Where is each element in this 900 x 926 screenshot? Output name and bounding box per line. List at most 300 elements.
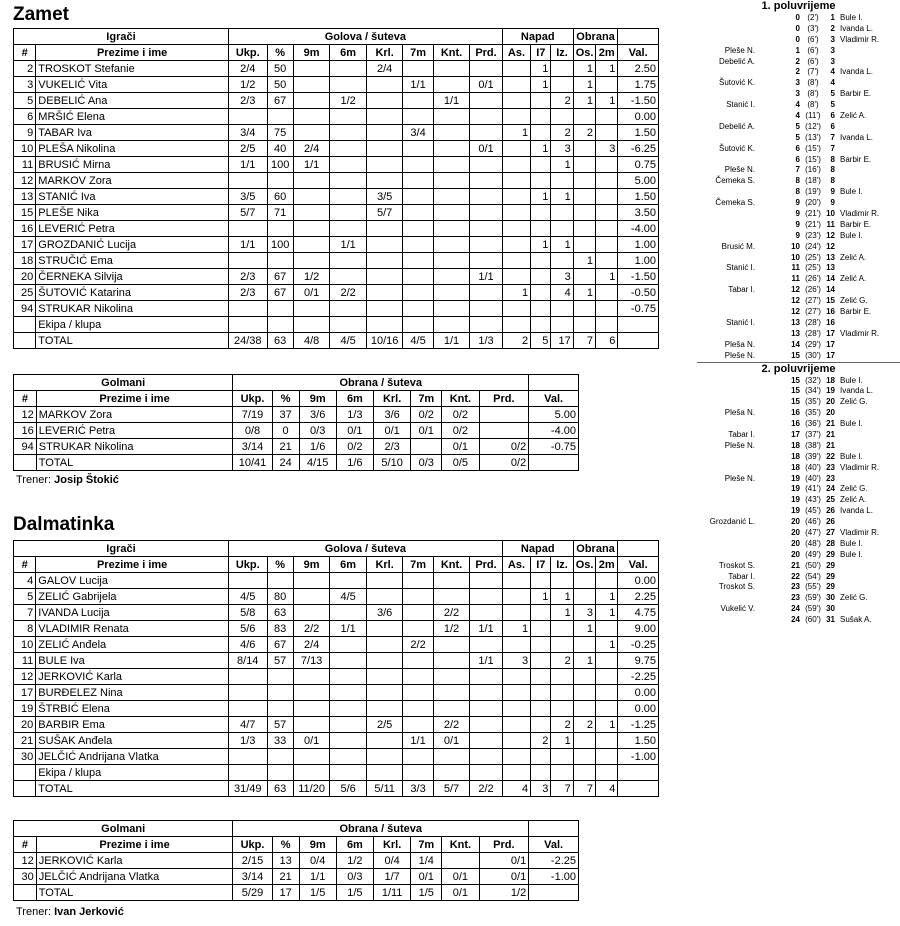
away-score: 17	[826, 350, 835, 360]
group-header: Igrači	[14, 29, 229, 45]
stat-cell	[531, 749, 551, 765]
home-score: 3	[795, 78, 800, 88]
stat-cell: 4	[502, 781, 530, 797]
stat-cell	[433, 173, 470, 189]
stat-cell: 3	[551, 141, 573, 157]
column-header: 7m	[411, 837, 442, 853]
column-header: Iz.	[551, 45, 573, 61]
stat-cell	[330, 733, 367, 749]
stat-cell: 3/3	[403, 781, 433, 797]
goal-event	[697, 176, 900, 187]
stat-cell	[433, 589, 470, 605]
stat-cell: VUKELIĆ Vita	[36, 77, 229, 93]
stat-cell	[618, 333, 659, 349]
away-scorer: Bule I.	[840, 230, 863, 240]
stat-cell: 2/4	[293, 141, 330, 157]
stat-cell	[330, 573, 367, 589]
home-scorer: Tabar I.	[728, 571, 755, 581]
stat-cell	[228, 109, 267, 125]
dalmatinka-players-table	[13, 540, 659, 797]
stat-cell	[502, 589, 530, 605]
home-score: 0	[795, 23, 800, 33]
stat-cell: 24	[272, 455, 299, 471]
away-scorer: Bule I.	[840, 419, 863, 429]
stat-cell: -1.00	[529, 869, 579, 885]
home-score: 0	[795, 34, 800, 44]
stat-cell	[366, 173, 403, 189]
second-half-events	[697, 376, 900, 626]
stat-cell: SUŠAK Anđela	[36, 733, 229, 749]
stat-cell: 1/2	[330, 93, 367, 109]
stat-cell: STRUČIĆ Ema	[36, 253, 229, 269]
stat-cell	[470, 605, 503, 621]
column-header: Prezime i ime	[36, 557, 229, 573]
stat-cell: 2/2	[403, 637, 433, 653]
stat-cell: 12	[14, 669, 36, 685]
group-header: Obrana	[573, 541, 618, 557]
stat-cell: 1	[596, 61, 618, 77]
stat-cell: 2/3	[374, 439, 411, 455]
stat-cell: 1	[573, 253, 595, 269]
stat-cell: 1/5	[299, 885, 336, 901]
away-score: 25	[826, 495, 835, 505]
stat-cell	[596, 685, 618, 701]
away-scorer: Zelić A.	[840, 274, 867, 284]
stat-cell	[366, 237, 403, 253]
stat-cell	[293, 589, 330, 605]
home-score: 18	[791, 462, 800, 472]
home-score: 13	[791, 328, 800, 338]
stat-cell	[330, 125, 367, 141]
stat-cell: 2/4	[293, 637, 330, 653]
stat-cell: 10/41	[233, 455, 272, 471]
stat-cell: 4	[14, 573, 36, 589]
minute: (19')	[805, 187, 821, 197]
stat-cell	[502, 701, 530, 717]
column-header: Ukp.	[233, 837, 272, 853]
player-row	[14, 621, 659, 637]
stat-cell	[470, 253, 503, 269]
home-score: 18	[791, 440, 800, 450]
away-score: 12	[826, 230, 835, 240]
goal-event	[697, 539, 900, 550]
stat-cell: MRŠIĆ Elena	[36, 109, 229, 125]
stat-cell: TROSKOT Stefanie	[36, 61, 229, 77]
stat-cell: 94	[14, 439, 37, 455]
stat-cell: 7/19	[233, 407, 272, 423]
stat-cell: 5.00	[529, 407, 579, 423]
stat-cell	[267, 765, 293, 781]
column-header: As.	[502, 557, 530, 573]
stat-cell: 2	[573, 125, 595, 141]
goal-event	[697, 441, 900, 452]
stat-cell: 0/1	[479, 853, 529, 869]
stat-cell	[551, 205, 573, 221]
stat-cell: 1/1	[403, 733, 433, 749]
stat-cell	[502, 765, 530, 781]
away-scorer: Ivanda L.	[840, 506, 873, 516]
home-score: 8	[795, 176, 800, 186]
player-row	[14, 189, 659, 205]
stat-cell: 5/7	[228, 205, 267, 221]
stat-cell: 5/6	[228, 621, 267, 637]
away-scorer: Zelić G.	[840, 593, 868, 603]
stat-cell	[293, 301, 330, 317]
stat-cell: 15	[14, 205, 36, 221]
stat-cell: 1/1	[470, 653, 503, 669]
stat-cell: 1/2	[433, 621, 470, 637]
stat-cell	[403, 301, 433, 317]
goal-event	[697, 604, 900, 615]
stat-cell	[596, 733, 618, 749]
stat-cell: 0/3	[336, 869, 373, 885]
stat-cell	[531, 669, 551, 685]
stat-cell: 71	[267, 205, 293, 221]
stat-cell	[573, 317, 595, 333]
stat-cell	[470, 717, 503, 733]
stat-cell: -1.50	[618, 269, 659, 285]
player-row	[14, 205, 659, 221]
away-scorer: Ivanda L.	[840, 386, 873, 396]
goal-event	[697, 89, 900, 100]
stat-cell	[366, 285, 403, 301]
stat-cell	[267, 573, 293, 589]
away-scorer: Zelić G.	[840, 296, 868, 306]
stat-cell: 1/1	[403, 77, 433, 93]
stat-cell	[366, 637, 403, 653]
stat-cell: 67	[267, 269, 293, 285]
stat-cell	[502, 237, 530, 253]
stat-cell: DEBELIĆ Ana	[36, 93, 229, 109]
header-column-row	[14, 557, 659, 573]
stat-cell: 11	[14, 157, 36, 173]
stat-cell	[470, 733, 503, 749]
stat-cell: 1	[573, 61, 595, 77]
goal-event	[697, 340, 900, 351]
home-scorer: Brusić M.	[721, 241, 755, 251]
stat-cell	[573, 765, 595, 781]
stat-cell: 7	[573, 333, 595, 349]
home-score: 19	[791, 484, 800, 494]
stat-cell: 1	[531, 189, 551, 205]
home-scorer: Pleša N.	[724, 408, 755, 418]
stat-cell	[293, 125, 330, 141]
away-score: 14	[826, 285, 835, 295]
column-header: %	[272, 837, 299, 853]
stat-cell: 0/1	[442, 885, 479, 901]
stat-cell: 83	[267, 621, 293, 637]
away-score: 2	[830, 23, 835, 33]
stat-cell: ZELIĆ Gabrijela	[36, 589, 229, 605]
stat-cell	[366, 749, 403, 765]
stat-cell: 1/11	[374, 885, 411, 901]
stat-cell	[573, 269, 595, 285]
stat-cell: 0/1	[411, 869, 442, 885]
stat-cell: 2/5	[228, 141, 267, 157]
column-header: Knt.	[433, 557, 470, 573]
minute: (6')	[807, 45, 819, 55]
away-score: 8	[830, 165, 835, 175]
stat-cell	[573, 573, 595, 589]
home-scorer: Stanić I.	[726, 263, 755, 273]
goal-event	[697, 209, 900, 220]
column-header: Krl.	[374, 837, 411, 853]
player-row	[14, 61, 659, 77]
stat-cell: 1	[531, 589, 551, 605]
stat-cell: 3/6	[366, 605, 403, 621]
stat-cell	[267, 685, 293, 701]
stat-cell: 94	[14, 301, 36, 317]
stat-cell	[267, 669, 293, 685]
stat-cell	[531, 573, 551, 589]
stat-cell	[596, 285, 618, 301]
goal-event	[697, 397, 900, 408]
stat-cell	[293, 749, 330, 765]
stat-cell	[470, 301, 503, 317]
column-header: Krl.	[366, 557, 403, 573]
away-score: 26	[826, 517, 835, 527]
away-score: 4	[830, 78, 835, 88]
stat-cell: MARKOV Zora	[36, 173, 229, 189]
stat-cell: 2/2	[330, 285, 367, 301]
stat-cell: 30	[14, 869, 37, 885]
column-header: Os.	[573, 557, 595, 573]
stat-cell	[596, 253, 618, 269]
stat-cell	[470, 237, 503, 253]
stat-cell: 13	[14, 189, 36, 205]
home-score: 2	[795, 67, 800, 77]
goal-event	[697, 67, 900, 78]
stat-cell	[433, 141, 470, 157]
stat-cell	[596, 573, 618, 589]
column-header: Knt.	[442, 837, 479, 853]
stat-cell	[330, 653, 367, 669]
away-score: 16	[826, 307, 835, 317]
stat-cell	[267, 317, 293, 333]
minute: (59')	[805, 593, 821, 603]
header-group-row	[14, 29, 659, 45]
goal-timeline	[697, 0, 900, 626]
minute: (60')	[805, 615, 821, 625]
goal-event	[697, 263, 900, 274]
stat-cell	[366, 221, 403, 237]
stat-cell	[403, 221, 433, 237]
stat-cell: 1/1	[433, 93, 470, 109]
stat-cell: 1/1	[470, 621, 503, 637]
player-row	[14, 93, 659, 109]
stat-cell: 20	[14, 717, 36, 733]
stat-cell	[267, 253, 293, 269]
home-scorer: Pleše N.	[724, 473, 755, 483]
stat-cell	[366, 765, 403, 781]
stat-cell: 1/2	[293, 269, 330, 285]
column-header: Ukp.	[233, 391, 272, 407]
stat-cell	[293, 237, 330, 253]
goal-event	[697, 35, 900, 46]
home-score: 19	[791, 495, 800, 505]
stat-cell: 0/2	[336, 439, 373, 455]
home-score: 13	[791, 317, 800, 327]
stat-cell: 1.75	[618, 77, 659, 93]
stat-cell	[330, 717, 367, 733]
stat-cell: PLEŠA Nikolina	[36, 141, 229, 157]
stat-cell: 0.75	[618, 157, 659, 173]
stat-cell	[228, 221, 267, 237]
away-scorer: Zelić A.	[840, 252, 867, 262]
stat-cell	[366, 621, 403, 637]
home-score: 9	[795, 230, 800, 240]
stat-cell	[531, 717, 551, 733]
player-row	[14, 221, 659, 237]
stat-cell	[502, 685, 530, 701]
column-header: Krl.	[366, 45, 403, 61]
stat-cell: 12	[14, 853, 37, 869]
player-row	[14, 669, 659, 685]
stat-cell	[433, 269, 470, 285]
stat-cell: 1/2	[479, 885, 529, 901]
stat-cell	[618, 781, 659, 797]
stat-cell	[531, 637, 551, 653]
away-scorer: Bule I.	[840, 375, 863, 385]
stat-cell	[531, 157, 551, 173]
stat-cell	[470, 205, 503, 221]
stat-cell: 0/2	[442, 407, 479, 423]
stat-cell	[366, 317, 403, 333]
stat-cell	[267, 173, 293, 189]
home-score: 16	[791, 408, 800, 418]
player-row	[14, 125, 659, 141]
column-header: Prezime i ime	[36, 391, 233, 407]
stat-cell: 0/1	[374, 423, 411, 439]
home-score: 14	[791, 339, 800, 349]
first-half-heading: 1. poluvrijeme	[761, 0, 836, 12]
stat-cell	[411, 439, 442, 455]
stat-cell: 12	[14, 407, 37, 423]
stat-cell: -0.75	[618, 301, 659, 317]
column-header: 6m	[330, 45, 367, 61]
goal-event	[697, 100, 900, 111]
goal-event	[697, 231, 900, 242]
stat-cell: 3/6	[299, 407, 336, 423]
stat-cell	[573, 749, 595, 765]
stat-cell: GROZDANIĆ Lucija	[36, 237, 229, 253]
column-header: Ukp.	[228, 557, 267, 573]
stat-cell	[551, 317, 573, 333]
stat-cell: ZELIĆ Anđela	[36, 637, 229, 653]
stat-cell	[529, 455, 579, 471]
minute: (2')	[807, 13, 819, 22]
stat-cell	[531, 301, 551, 317]
goal-event	[697, 452, 900, 463]
stat-cell: 2/2	[433, 605, 470, 621]
home-score: 9	[795, 198, 800, 208]
stat-cell	[366, 269, 403, 285]
group-header: Napad	[502, 541, 573, 557]
stat-cell: 0/1	[479, 869, 529, 885]
goal-event	[697, 550, 900, 561]
stat-cell	[433, 61, 470, 77]
goal-event	[697, 376, 900, 387]
stat-cell	[618, 765, 659, 781]
goal-event	[697, 517, 900, 528]
stat-cell: 40	[267, 141, 293, 157]
stat-cell: 2	[551, 653, 573, 669]
group-header: Obrana / šuteva	[233, 375, 529, 391]
away-scorer: Vladimir R.	[840, 527, 880, 537]
stat-cell	[573, 157, 595, 173]
stat-cell: 63	[267, 781, 293, 797]
goal-event	[697, 165, 900, 176]
stat-cell: TABAR Iva	[36, 125, 229, 141]
stat-cell: 0/2	[411, 407, 442, 423]
stat-cell: 8/14	[228, 653, 267, 669]
stat-cell	[551, 253, 573, 269]
stat-cell: 1/1	[433, 333, 470, 349]
stat-cell	[433, 573, 470, 589]
goal-event	[697, 430, 900, 441]
stat-cell	[502, 253, 530, 269]
away-score: 20	[826, 408, 835, 418]
column-header: 7m	[403, 45, 433, 61]
stat-cell	[403, 93, 433, 109]
away-scorer: Bule I.	[840, 549, 863, 559]
minute: (21')	[805, 219, 821, 229]
stat-cell	[596, 701, 618, 717]
stat-cell	[470, 685, 503, 701]
away-score: 5	[830, 89, 835, 99]
stat-cell: 1	[531, 237, 551, 253]
player-row	[14, 685, 659, 701]
minute: (27')	[805, 296, 821, 306]
stat-cell	[470, 765, 503, 781]
player-row	[14, 701, 659, 717]
stat-cell	[596, 125, 618, 141]
away-score: 30	[826, 604, 835, 614]
column-header: Val.	[529, 391, 579, 407]
stat-cell: 1/1	[470, 269, 503, 285]
zamet-goalkeepers-table	[13, 374, 579, 471]
minute: (28')	[805, 328, 821, 338]
away-score: 3	[830, 34, 835, 44]
stat-cell: 17	[272, 885, 299, 901]
player-row	[14, 109, 659, 125]
stat-cell	[14, 765, 36, 781]
stat-cell: 5.00	[618, 173, 659, 189]
stat-cell	[573, 685, 595, 701]
column-header: Knt.	[442, 391, 479, 407]
home-score: 17	[791, 429, 800, 439]
away-score: 13	[826, 263, 835, 273]
stat-cell	[433, 637, 470, 653]
player-row	[14, 573, 659, 589]
stat-cell: 1	[551, 189, 573, 205]
stat-cell	[573, 701, 595, 717]
home-score: 19	[791, 473, 800, 483]
stat-cell: 60	[267, 189, 293, 205]
stat-cell	[14, 885, 37, 901]
stat-cell: 1/1	[293, 157, 330, 173]
stat-cell: 2/4	[366, 61, 403, 77]
minute: (16')	[805, 165, 821, 175]
stat-cell: 5/6	[330, 781, 367, 797]
stat-cell	[403, 317, 433, 333]
stat-cell	[531, 253, 551, 269]
stat-cell: 3/4	[403, 125, 433, 141]
stat-cell: 0/1	[470, 77, 503, 93]
stat-cell: 1.50	[618, 733, 659, 749]
stat-cell: 17	[14, 685, 36, 701]
stat-cell: 11/20	[293, 781, 330, 797]
